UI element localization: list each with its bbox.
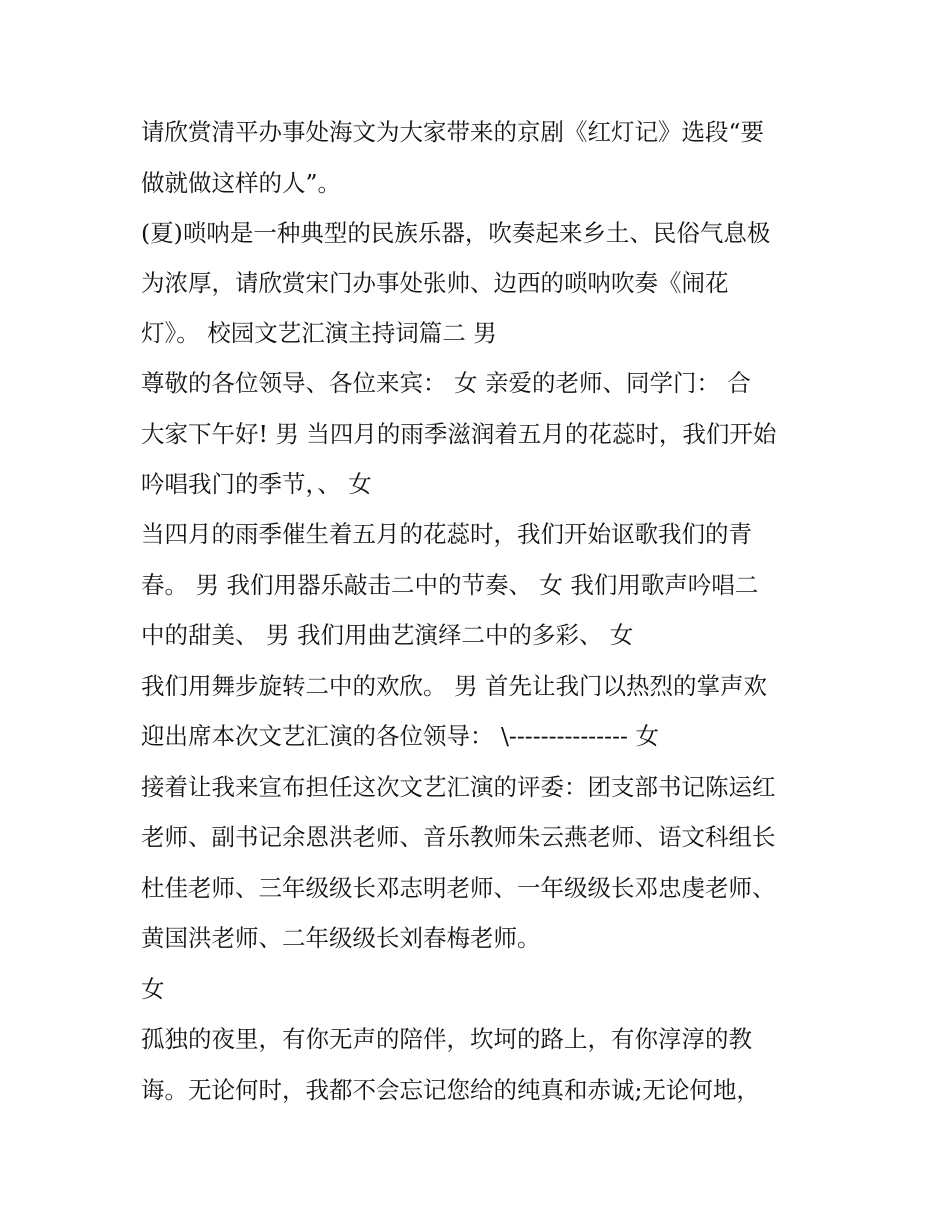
text-line: 老师、副书记余恩洪老师、音乐教师朱云燕老师、语文科组长	[141, 823, 776, 851]
text-line: 黄国洪老师、二年级级长刘春梅老师。	[141, 924, 541, 952]
text-line: 大家下午好! 男 当四月的雨季滋润着五月的花蕊时，我们开始	[141, 420, 777, 448]
text-line: 尊敬的各位领导、各位来宾： 女 亲爱的老师、同学门： 合	[141, 369, 751, 397]
text-line: 孤独的夜里，有你无声的陪伴，坎坷的路上，有你淳淳的教	[141, 1025, 752, 1053]
text-line: 迎出席本次文艺汇演的各位领导： \--------------- 女	[141, 722, 659, 750]
text-line: 吟唱我门的季节，、 女	[141, 470, 372, 498]
text-line: 接着让我来宣布担任这次文艺汇演的评委：团支部书记陈运红	[141, 773, 776, 801]
text-line: 杜佳老师、三年级级长邓志明老师、一年级级长邓忠虔老师、	[141, 874, 776, 902]
text-line: 春。 男 我们用器乐敲击二中的节奏、 女 我们用歌声吟唱二	[141, 571, 759, 599]
text-line: 诲。无论何时，我都不会忘记您给的纯真和赤诚;无论何地，	[141, 1076, 760, 1104]
text-line: (夏)唢呐是一种典型的民族乐器，吹奏起来乡土、民俗气息极	[141, 219, 771, 247]
text-line: 中的甜美、 男 我们用曲艺演绎二中的多彩、 女	[141, 621, 634, 649]
text-line: 请欣赏清平办事处海文为大家带来的京剧《红灯记》选段“要	[141, 118, 765, 146]
text-line: 女	[141, 975, 165, 1003]
text-line: 为浓厚，请欣赏宋门办事处张帅、边西的唢呐吹奏《闹花	[141, 269, 729, 297]
text-line: 灯》。 校园文艺汇演主持词篇二 男	[141, 319, 497, 347]
text-line: 做就做这样的人”。	[141, 169, 342, 197]
text-line: 当四月的雨季催生着五月的花蕊时，我们开始讴歌我们的青	[141, 520, 752, 548]
text-line: 我们用舞步旋转二中的欢欣。 男 首先让我门以热烈的掌声欢	[141, 672, 767, 700]
